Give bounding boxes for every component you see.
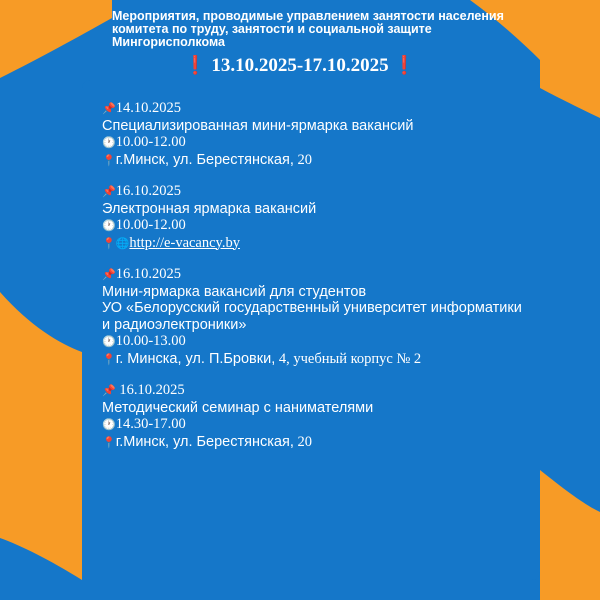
- event-time: 10.00-12.00: [115, 134, 186, 150]
- clock-icon: 🕐: [102, 335, 116, 348]
- pushpin-icon: 📌: [102, 268, 116, 281]
- events-list: [102, 100, 532, 465]
- globe-icon: 🌐: [115, 236, 130, 250]
- location-pin-icon: 📍: [102, 153, 116, 167]
- pushpin-icon: 📌: [102, 185, 116, 198]
- date-range: [0, 55, 600, 77]
- event-title: Специализированная мини-ярмарка вакансий: [102, 117, 414, 134]
- clock-icon: 🕐: [102, 136, 116, 149]
- exclamation-icon: ❗: [184, 55, 207, 76]
- location-pin-icon: 📍: [102, 352, 116, 366]
- location-pin-icon: 📍: [102, 236, 116, 250]
- event-title: Электронная ярмарка вакансий: [102, 200, 317, 217]
- event-time: 10.00-12.00: [115, 217, 186, 233]
- event-item: [102, 382, 532, 451]
- event-item: [102, 266, 532, 368]
- event-location: г.Минск, ул. Берестянская,: [115, 151, 294, 168]
- event-item: [102, 100, 532, 169]
- event-date: 16.10.2025: [115, 382, 185, 398]
- event-location: г. Минска, ул. П.Бровки,: [115, 350, 276, 367]
- event-title: Методический семинар с нанимателями: [102, 399, 374, 416]
- event-location-number: 20: [293, 433, 312, 450]
- event-date: 16.10.2025: [115, 266, 181, 282]
- clock-icon: 🕐: [102, 219, 116, 232]
- pushpin-icon: 📌: [102, 384, 116, 397]
- event-item: [102, 183, 532, 252]
- header-title: Мероприятия, проводимые управлением занятости населения комитета по труду, занятости и социальной защите Мингорисполкома: [112, 9, 504, 49]
- event-location: г.Минск, ул. Берестянская,: [115, 433, 294, 450]
- event-date: 16.10.2025: [115, 183, 181, 199]
- event-time: 14.30-17.00: [115, 416, 186, 432]
- e-vacancy-link[interactable]: http://e-vacancy.by: [129, 234, 240, 251]
- event-title: Мини-ярмарка вакансий для студентов: [102, 283, 367, 300]
- date-range-text: 13.10.2025-17.10.2025: [211, 55, 389, 76]
- clock-icon: 🕐: [102, 418, 116, 431]
- exclamation-icon: ❗: [393, 55, 416, 76]
- event-time: 10.00-13.00: [115, 333, 186, 349]
- event-organization: УО «Белорусский государственный университет информатики и радиоэлектроники»: [102, 300, 522, 333]
- location-pin-icon: 📍: [102, 435, 116, 449]
- event-location-number: 20: [293, 151, 312, 168]
- event-date: 14.10.2025: [115, 100, 181, 116]
- pushpin-icon: 📌: [102, 102, 116, 115]
- event-location-number: 4, учебный корпус № 2: [275, 350, 422, 367]
